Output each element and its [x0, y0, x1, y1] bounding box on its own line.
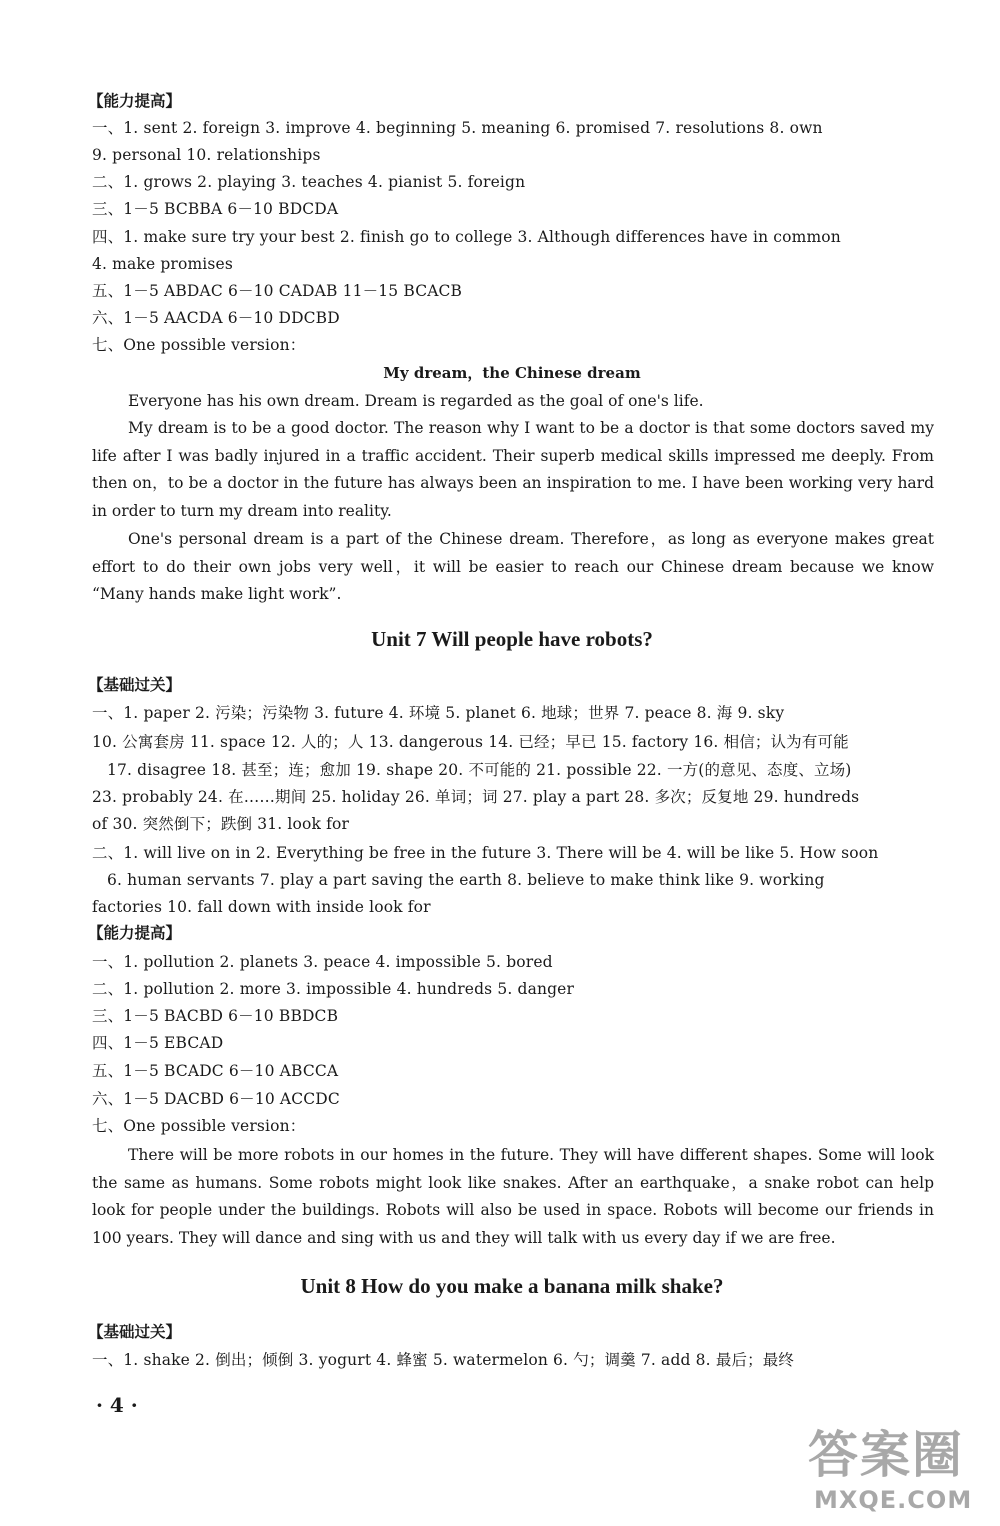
page-number: · 4 · [96, 1393, 138, 1417]
answer-line: 23. probably 24. 在……期间 25. holiday 26. 单词；词 27. play a part 28. 多次；反复地 29. hundreds [92, 788, 860, 806]
answer-line: 四、1. make sure try your best 2. finish go to college 3. Although differences have in common [92, 228, 841, 246]
section-heading-basic: 【基础过关】 [88, 1323, 182, 1341]
section-heading-basic: 【基础过关】 [88, 676, 182, 694]
answer-line: 二、1. will live on in 2. Everything be free in the future 3. There will be 4. will be like 5. How soon [92, 844, 879, 862]
answer-line: 17. disagree 18. 甚至；连；愈加 19. shape 20. 不可能的 21. possible 22. 一方(的意见、态度、立场) [107, 761, 852, 779]
answer-line: 一、1. paper 2. 污染；污染物 3. future 4. 环境 5. planet 6. 地球；世界 7. peace 8. 海 9. sky [92, 704, 785, 722]
answer-line: 二、1. pollution 2. more 3. impossible 4. hundreds 5. danger [92, 980, 575, 998]
answer-line: 二、1. grows 2. playing 3. teaches 4. pianist 5. foreign [92, 173, 526, 191]
answer-line: 七、One possible version： [92, 1117, 306, 1135]
section-heading-ability: 【能力提高】 [88, 924, 182, 942]
answer-line: factories 10. fall down with inside look for [92, 898, 431, 916]
answer-line: 七、One possible version： [92, 336, 306, 354]
answer-line: 一、1. sent 2. foreign 3. improve 4. beginning 5. meaning 6. promised 7. resolutions 8. own [92, 119, 823, 137]
section-heading-ability: 【能力提高】 [88, 92, 182, 110]
answer-line: 6. human servants 7. play a part saving the earth 8. believe to make think like 9. working [107, 871, 825, 889]
answer-line: of 30. 突然倒下；跌倒 31. look for [92, 815, 350, 833]
watermark-chars: 答案圈 [808, 1426, 964, 1484]
answer-line: 五、1－5 BCADC 6－10 ABCCA [92, 1062, 339, 1080]
answer-line: 一、1. pollution 2. planets 3. peace 4. impossible 5. bored [92, 953, 553, 971]
unit-8-title: Unit 8 How do you make a banana milk shake? [300, 1274, 724, 1298]
essay-title: My dream，the Chinese dream [383, 364, 641, 382]
answer-line: 六、1－5 DACBD 6－10 ACCDC [92, 1090, 340, 1108]
answer-line: 五、1－5 ABDAC 6－10 CADAB 11－15 BCACB [92, 282, 463, 300]
answer-line: 六、1－5 AACDA 6－10 DDCBD [92, 309, 340, 327]
answer-line: 4. make promises [92, 255, 233, 273]
unit-7-title: Unit 7 Will people have robots? [371, 627, 653, 651]
answer-line: 三、1－5 BACBD 6－10 BBDCB [92, 1007, 339, 1025]
essay-paragraph: There will be more robots in our homes in the future. They will have different shapes. Some will look the same as humans. Some robots might look like snakes. After an earthquake，a snake robot can help look for people under the buildings. Robots will also be used in space. Robots will become our friends in 100 years. They will dance and sing with us and they will talk with us every day if we are free. [92, 1146, 934, 1247]
answer-line: 四、1－5 EBCAD [92, 1034, 224, 1052]
answer-line: 三、1－5 BCBBA 6－10 BDCDA [92, 200, 339, 218]
essay-paragraph: One's personal dream is a part of the Chinese dream. Therefore，as long as everyone makes great effort to do their own jobs very well，it will be easier to reach our Chinese dream because we know “Many hands make light work”. [92, 530, 934, 603]
essay-paragraph: My dream is to be a good doctor. The reason why I want to be a doctor is that some doctors saved my life after I was badly injured in a traffic accident. Their superb medical skills impressed me deeply. From then on，to be a doctor in the future has always been an inspiration to me. I have been working very hard in order to turn my dream into reality. [92, 419, 934, 520]
watermark-url: MXQE.COM [814, 1486, 973, 1514]
watermark-logo [800, 1424, 990, 1520]
essay-paragraph: Everyone has his own dream. Dream is regarded as the goal of one's life. [128, 392, 704, 410]
answer-line: 10. 公寓套房 11. space 12. 人的；人 13. dangerous 14. 已经；早已 15. factory 16. 相信；认为有可能 [92, 733, 849, 751]
answer-line: 一、1. shake 2. 倒出；倾倒 3. yogurt 4. 蜂蜜 5. watermelon 6. 勺；调羹 7. add 8. 最后；最终 [92, 1351, 795, 1369]
answer-line: 9. personal 10. relationships [92, 146, 321, 164]
